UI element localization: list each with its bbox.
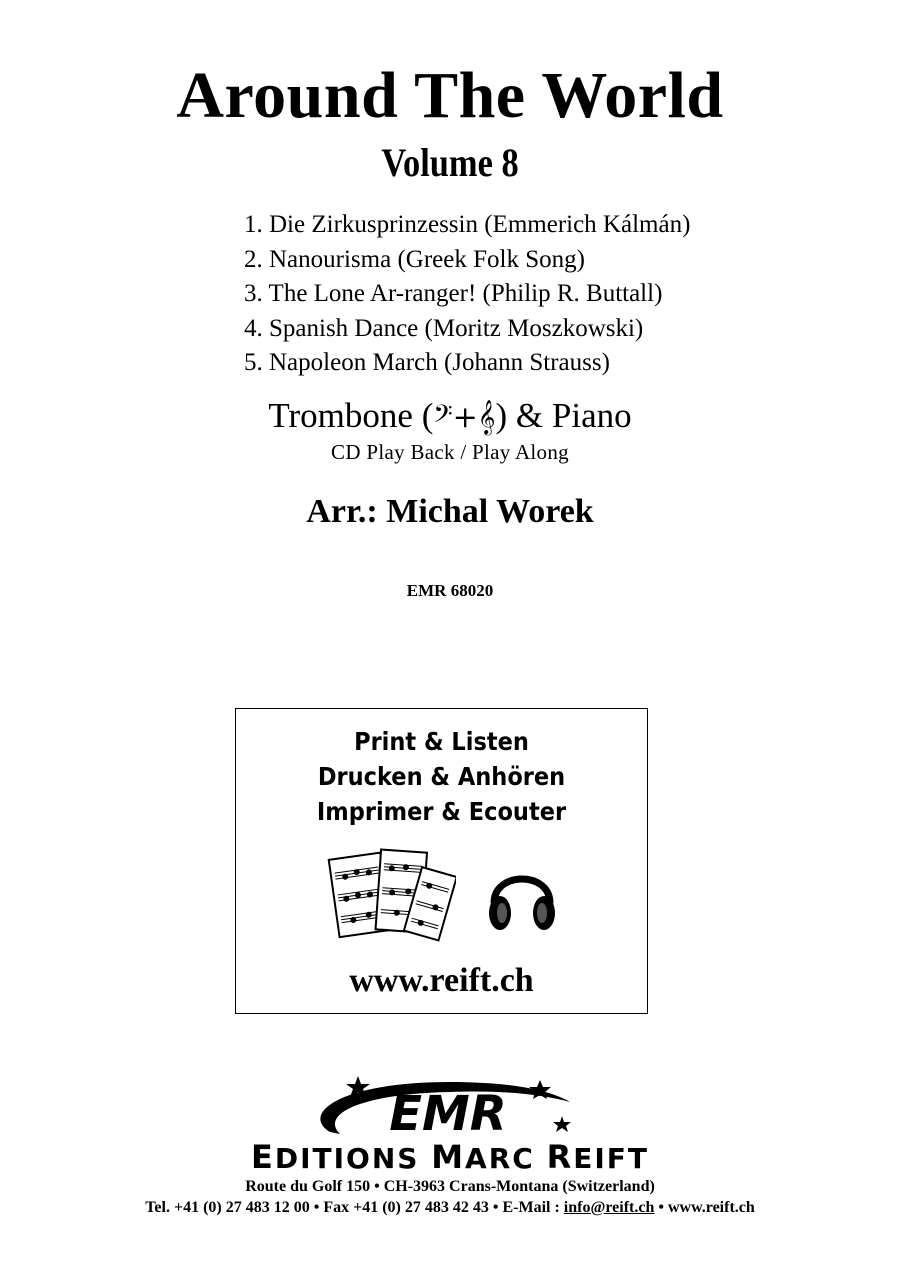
- cd-playback-line: CD Play Back / Play Along: [331, 440, 569, 464]
- track-list: [244, 208, 844, 381]
- track-item: 4. Spanish Dance (Moritz Moszkowski): [244, 314, 644, 342]
- emr-logo: [300, 1074, 590, 1144]
- instrument-text-before: Trombone (: [268, 396, 434, 435]
- catalog-number: EMR 68020: [406, 581, 494, 600]
- publisher-initial: E: [251, 1138, 275, 1176]
- publisher-word: DITIONS: [274, 1142, 432, 1175]
- print-listen-box: [235, 708, 648, 1014]
- publisher-word: EIFT: [573, 1142, 649, 1175]
- contact-website[interactable]: • www.reift.ch: [654, 1199, 755, 1216]
- headphones-icon: [486, 857, 558, 937]
- contact-phone-fax: Tel. +41 (0) 27 483 12 00 • Fax +41 (0) 27 483 42 43 • E-Mail :: [145, 1199, 564, 1216]
- track-item: 2. Nanourisma (Greek Folk Song): [244, 245, 585, 273]
- instrumentation: [0, 394, 900, 440]
- publisher-name: [0, 1140, 900, 1176]
- publisher-initial: R: [546, 1138, 574, 1176]
- volume-label: Volume 8: [381, 140, 519, 185]
- publisher-contact: [0, 1198, 900, 1218]
- track-item: 3. The Lone Ar-ranger! (Philip R. Buttall): [244, 280, 663, 307]
- instrument-text-after: ) & Piano: [495, 396, 632, 435]
- arranger: Arr.: Michal Worek: [306, 493, 594, 530]
- promo-line-french: Imprimer & Ecouter: [316, 797, 567, 826]
- emr-logo-text: EMR: [389, 1086, 507, 1142]
- email-link[interactable]: info@reift.ch: [563, 1199, 655, 1216]
- sheet-music-icon: [326, 845, 456, 945]
- promo-line-german: Drucken & Anhören: [317, 762, 566, 791]
- publisher-initial: M: [431, 1138, 466, 1176]
- promo-website[interactable]: www.reift.ch: [349, 962, 534, 999]
- track-item: 1. Die Zirkusprinzessin (Emmerich Kálmán): [244, 211, 691, 238]
- publisher-word: ARC: [465, 1142, 547, 1175]
- cover-title: Around The World: [176, 59, 724, 132]
- publisher-address: Route du Golf 150 • CH-3963 Crans-Montana (Switzerland): [245, 1178, 655, 1195]
- clef-symbols-icon: 𝄢+𝄞: [433, 400, 496, 435]
- track-item: 5. Napoleon March (Johann Strauss): [244, 349, 610, 376]
- promo-line-english: Print & Listen: [354, 727, 529, 756]
